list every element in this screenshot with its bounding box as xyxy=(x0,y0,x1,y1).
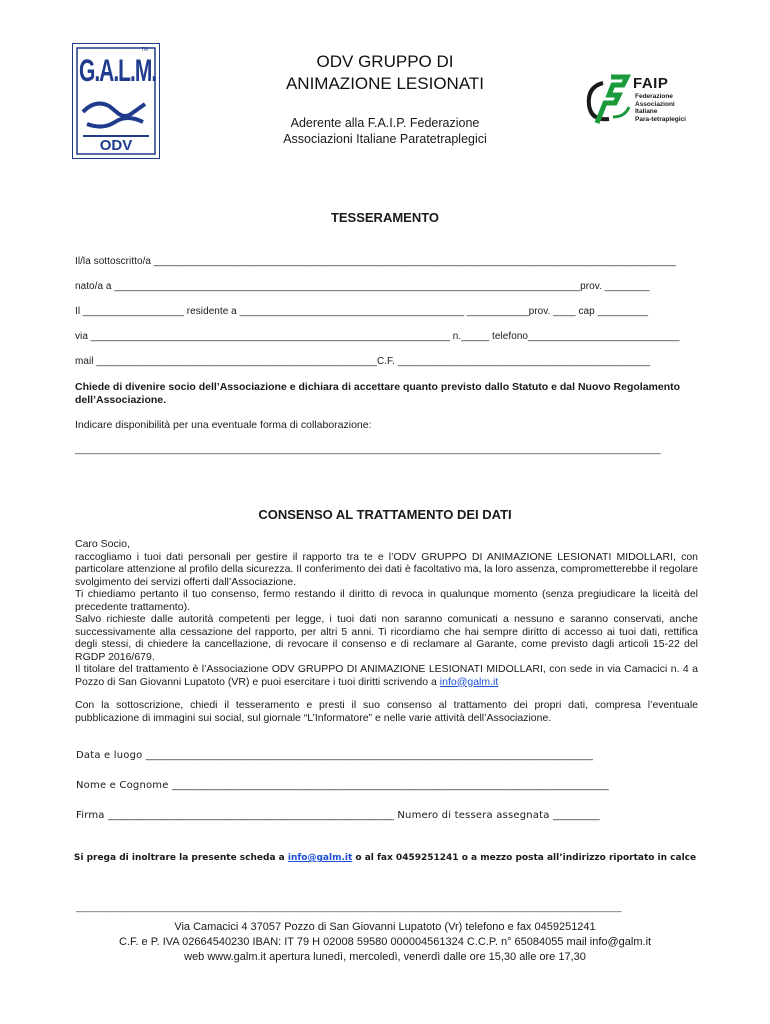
footer-rule: _____________________________________________________________________________________________________________ xyxy=(76,902,622,912)
consent-paragraph-2: Ti chiediamo pertanto il tuo consenso, fermo restando il diritto di revoca in qualunque momento (senza pregiudicare la liceità del precedente trattamento). xyxy=(75,588,698,613)
galm-logo-text: G.A.L.M. xyxy=(79,54,157,89)
field-address[interactable]: via ________________________________________________________________ n._____ telefono___________________________ xyxy=(75,331,680,342)
faip-logo xyxy=(583,73,703,133)
faip-logo-text: FAIP xyxy=(633,75,669,92)
faip-logo-graphic xyxy=(583,73,639,131)
submission-note-rest: o al fax 0459251241 o a mezzo posta all’indirizzo riportato in calce xyxy=(352,853,697,863)
footer-web-hours: web www.galm.it apertura lunedì, mercoledì, venerdì dalle ore 15,30 alle ore 17,30 xyxy=(184,951,586,963)
consent-email-link[interactable]: info@galm.it xyxy=(439,675,499,688)
faip-logo-line: Italiane xyxy=(635,108,658,115)
org-title-line2: ANIMAZIONE LESIONATI xyxy=(285,74,485,93)
membership-request: Chiede di divenire socio dell’Associazione e dichiara di accettare quanto previsto dallo Statuto e dal Nuovo Regolamento dell’Associazione. xyxy=(75,381,681,406)
consent-body xyxy=(75,538,698,688)
full-name-field[interactable]: Nome e Cognome ____________________________________________________________________________________ xyxy=(76,780,609,791)
footer-fiscal: C.F. e P. IVA 02664540230 IBAN: IT 79 H 02008 59580 000004561324 C.C.P. n° 65084055 mail info@galm.it xyxy=(118,936,652,948)
field-email-cf[interactable]: mail __________________________________________________C.F. _____________________________________________ xyxy=(75,356,651,367)
galm-logo xyxy=(72,43,160,159)
consent-heading: CONSENSO AL TRATTAMENTO DEI DATI xyxy=(258,507,512,522)
submission-note-text: Si prega di inoltrare la presente scheda a xyxy=(73,853,288,863)
submission-email-link[interactable]: info@galm.it xyxy=(287,853,353,863)
signature-field[interactable]: Firma _______________________________________________________ Numero di tessera assegnata _________ xyxy=(76,810,600,821)
field-residence[interactable]: Il __________________ residente a ________________________________________ ___________prov. ____ cap _________ xyxy=(75,306,649,317)
availability-field[interactable]: _____________________________________________________________________________________________________________________ xyxy=(75,444,661,454)
consent-paragraph-5: Con la sottoscrizione, chiedi il tesseramento e presti il suo consenso al trattamento dei propri dati, compresa l’eventuale pubblicazione di immagini sui social, sul giornale “L’Informatore” e nelle varie attività dell’Associazione. xyxy=(75,699,698,724)
org-subtitle-line1: Aderente alla F.A.I.P. Federazione xyxy=(290,116,480,130)
availability-label: Indicare disponibilità per una eventuale forma di collaborazione: xyxy=(75,419,372,431)
consent-paragraph-1: raccogliamo i tuoi dati personali per gestire il rapporto tra te e l’ODV GRUPPO DI ANIMAZIONE LESIONATI MIDOLLARI, con particolare attenzione al profilo della sicurezza. Il conferimento dei dati è facoltativo ma, la loro assenza, comprometterebbe il regolare svolgimento dei servizi offerti dall’Associazione. xyxy=(75,550,698,588)
faip-logo-line: Associazioni xyxy=(635,100,675,108)
consent-greeting: Caro Socio, xyxy=(75,538,130,550)
membership-heading: TESSERAMENTO xyxy=(330,210,440,225)
galm-logo-tm: TM xyxy=(141,47,149,53)
submission-note xyxy=(0,853,770,863)
galm-logo-sub: ODV xyxy=(99,137,133,154)
org-title-line1: ODV GRUPPO DI xyxy=(316,52,454,71)
faip-logo-line: Para-tetraplegici xyxy=(635,115,686,123)
consent-paragraph-4-text: Il titolare del trattamento è l’Associazione ODV GRUPPO DI ANIMAZIONE LESIONATI MIDOLLARI, con sede in via Camacici n. 4 a Pozzo di San Giovanni Lupatoto (VR) e puoi esercitare i tuoi diritti scrivendo a xyxy=(75,663,698,688)
field-birthplace[interactable]: nato/a a ___________________________________________________________________________________prov. ________ xyxy=(75,281,650,292)
faip-logo-lines xyxy=(635,93,686,123)
date-place-field[interactable]: Data e luogo ______________________________________________________________________________________ xyxy=(76,750,594,761)
faip-logo-line: Federazione xyxy=(635,93,673,100)
field-sottoscritto[interactable]: Il/la sottoscritto/a _____________________________________________________________________________________________ xyxy=(75,256,676,267)
org-subtitle-line2: Associazioni Italiane Paratetraplegici xyxy=(283,132,487,146)
consent-paragraph-4 xyxy=(75,663,698,688)
footer-address: Via Camacici 4 37057 Pozzo di San Giovanni Lupatoto (Vr) telefono e fax 0459251241 xyxy=(174,921,596,933)
consent-paragraph-3: Salvo richieste dalle autorità competenti per legge, i tuoi dati non saranno comunicati a nessuno e saranno conservati, anche successivamente alla cessazione del rapporto, per altri 5 anni. Ti ricordiamo che hai sempre diritto di accesso ai tuoi dati, rettifica degli stessi, di chiedere la cancellazione, di revocare il consenso e di reclamare al Garante, come previsto dagli articoli 15-22 del RGDP 2016/679. xyxy=(75,613,698,663)
